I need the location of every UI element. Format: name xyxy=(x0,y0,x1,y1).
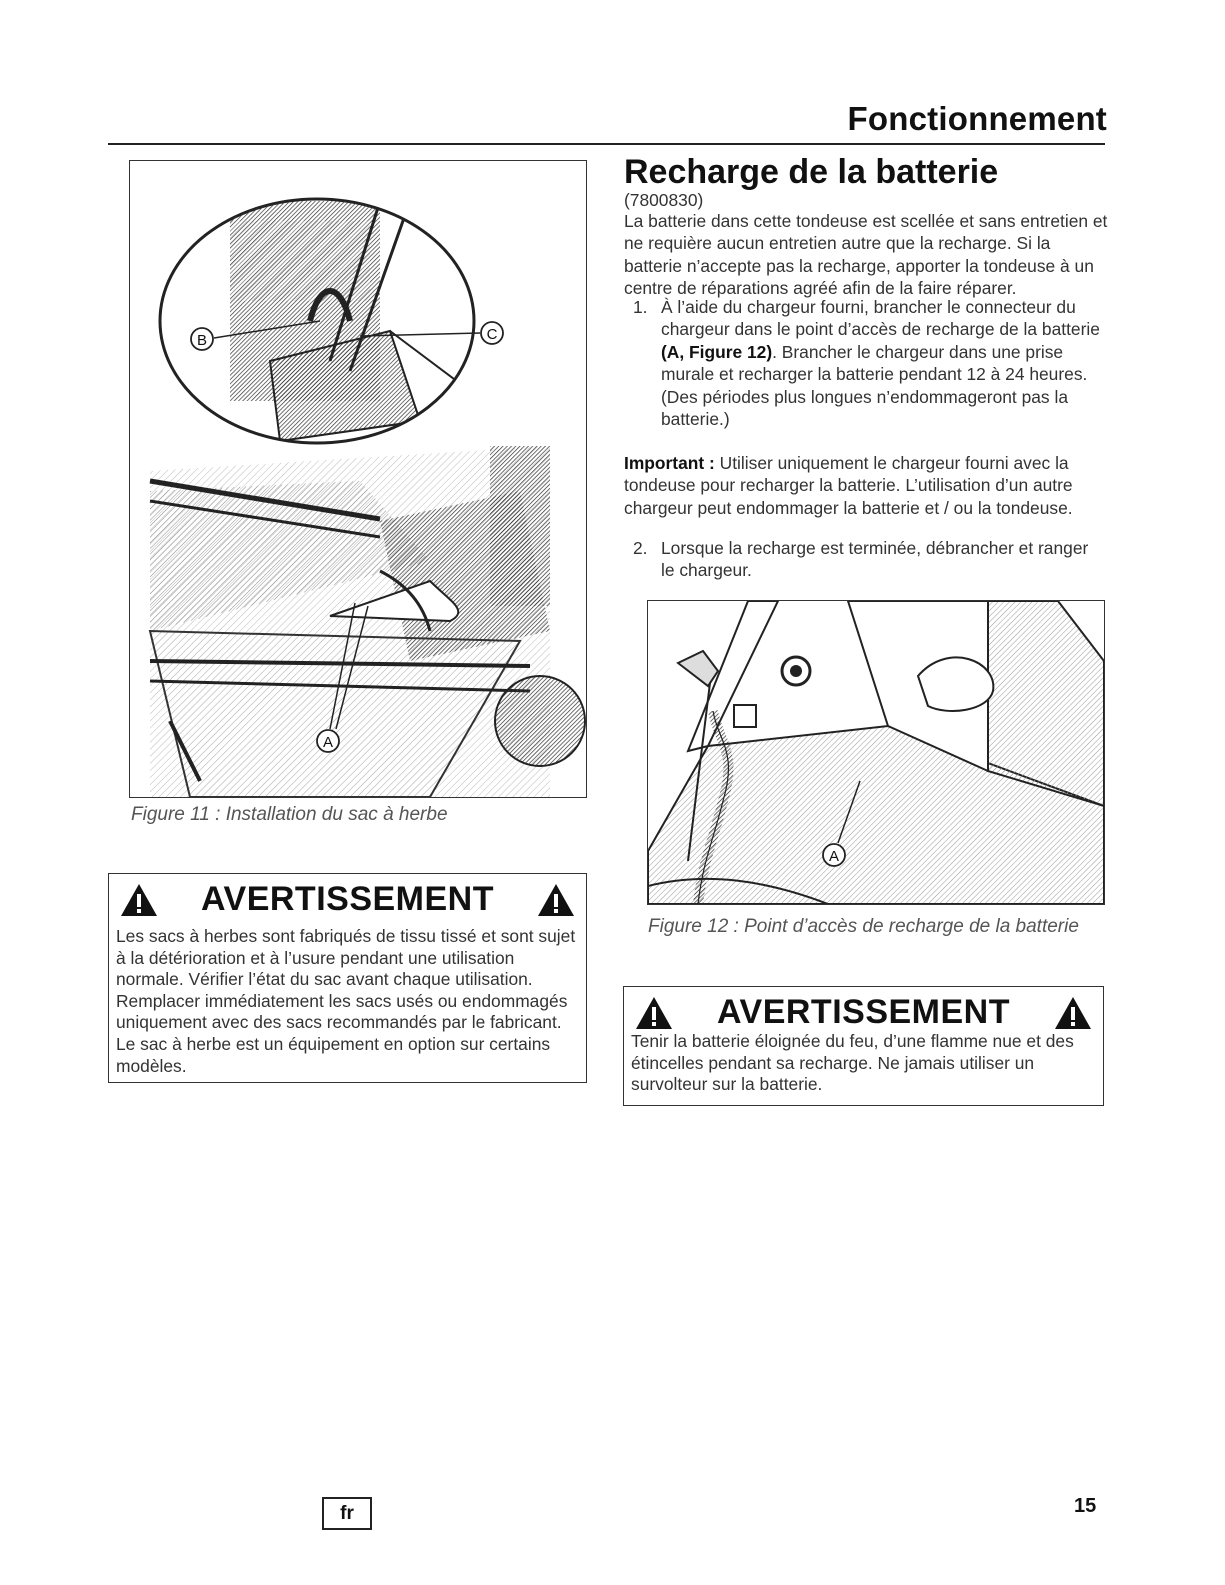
figure-reference: (A, Figure 12) xyxy=(661,341,773,362)
svg-text:A: A xyxy=(828,848,840,865)
warning-box-grass-bag xyxy=(108,873,587,1083)
important-note xyxy=(624,452,1110,519)
svg-text:A: A xyxy=(322,734,334,751)
section-header-title: Fonctionnement xyxy=(847,100,1107,137)
part-number: (7800830) xyxy=(624,190,704,210)
figure-12-caption: Figure 12 : Point d’accès de recharge de la batterie xyxy=(648,916,1079,937)
section-title: Recharge de la batterie xyxy=(624,153,999,191)
figure-11-illustration xyxy=(129,160,587,798)
svg-text:C: C xyxy=(486,326,498,343)
warning-title: AVERTISSEMENT xyxy=(716,993,1010,1031)
warning-triangle-icon xyxy=(1053,995,1093,1031)
callout-a-icon xyxy=(317,730,339,752)
step-1 xyxy=(633,296,1103,430)
step-text-after: . Brancher le chargeur dans une prise murale et recharger la batterie pendant 12 à 24 heures. (Des périodes plus longues n’endommageront pas la batterie.) xyxy=(661,341,1088,430)
warning-title: AVERTISSEMENT xyxy=(200,880,494,918)
figure-12-illustration xyxy=(647,600,1105,905)
callout-a-icon xyxy=(823,844,845,866)
step-text-before: À l’aide du chargeur fourni, brancher le connecteur du chargeur dans le point d’accès de recharge de la batterie xyxy=(661,297,1100,340)
step-text: Lorsque la recharge est terminée, débrancher et ranger le chargeur. xyxy=(661,538,1089,581)
warning-box-battery xyxy=(623,986,1104,1106)
warning-header xyxy=(109,874,586,926)
step-text xyxy=(633,296,1103,430)
callout-c-icon xyxy=(481,322,503,344)
step-number: 1. xyxy=(633,297,648,317)
language-tab: fr xyxy=(322,1497,372,1530)
important-label: Important : xyxy=(624,453,715,473)
warning-header xyxy=(624,987,1103,1031)
figure-11-caption: Figure 11 : Installation du sac à herbe xyxy=(131,804,448,825)
header-rule xyxy=(108,143,1105,145)
intro-paragraph: La batterie dans cette tondeuse est scellée et sans entretien et ne requière aucun entretien autre que la recharge. Si la batterie n’accepte pas la recharge, apporter la tondeuse à un centre de réparations agréé afin de la faire réparer. xyxy=(624,211,1108,299)
callout-b-icon xyxy=(191,328,213,350)
warning-text: Tenir la batterie éloignée du feu, d’une flamme nue et des étincelles pendant sa recharge. Ne jamais utiliser un survolteur sur la batterie. xyxy=(631,1031,1074,1095)
page-number: 15 xyxy=(1074,1495,1097,1517)
step-2 xyxy=(633,537,1103,582)
svg-text:B: B xyxy=(196,332,208,349)
step-number: 2. xyxy=(633,538,648,558)
warning-text: Les sacs à herbes sont fabriqués de tissu tissé et sont sujet à la détérioration et à l’usure pendant une utilisation normale. Vérifier l’état du sac avant chaque utilisation. Remplacer immédiatement les sacs usés ou endommagés uniquement avec des sacs recommandés par le fabricant. Le sac à herbe est un équipement en option sur certains modèles. xyxy=(116,926,576,1076)
warning-triangle-icon xyxy=(536,882,576,918)
important-text: Utiliser uniquement le chargeur fourni avec la tondeuse pour recharger la batterie. L’utilisation d’un autre chargeur peut endommager la batterie et / ou la tondeuse. xyxy=(624,453,1073,518)
